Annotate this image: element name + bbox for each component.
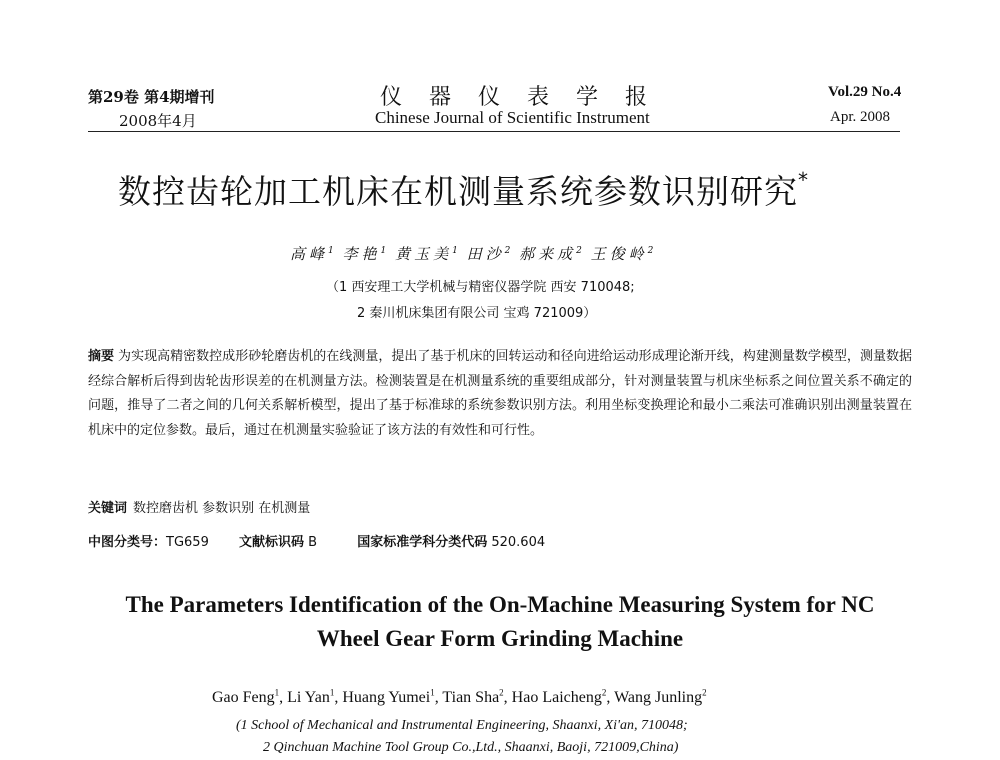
affiliation-cn-2: 2 秦川机床集团有限公司 宝鸡 721009） (357, 306, 597, 321)
author-cn: 王俊岭$^2$ (590, 245, 654, 263)
std-code-label: 国家标准学科分类代码 (357, 535, 488, 550)
keywords-text: 数控磨齿机 参数识别 在机测量 (133, 501, 311, 516)
volume-issue-en: Vol.29 No.4 (828, 84, 902, 100)
volume-issue-cn: 第29卷 第4期增刊 (88, 88, 215, 106)
author-en: Gao Feng$^1$, (212, 688, 288, 707)
keywords-label: 关键词 (88, 501, 128, 516)
paper-title-cn-text: 数控齿轮加工机床在机测量系统参数识别研究 (118, 172, 798, 211)
paper-title-cn (118, 166, 809, 213)
affiliation-en-2: 2 Qinchuan Machine Tool Group Co.,Ltd., Shaanxi, Baoji, 721009,China) (263, 740, 679, 755)
doc-code-value: B (308, 535, 318, 550)
author-cn: 郝来成$^2$ (519, 245, 582, 263)
abstract-label: 摘要 (88, 349, 115, 364)
author-en: Li Yan$^1$, (287, 688, 343, 707)
classification-line (88, 531, 545, 550)
author-cn: 黄玉美$^1$ (395, 245, 458, 263)
author-en: Hao Laicheng$^2$, (511, 688, 615, 707)
paper-title-en (60, 588, 940, 656)
keywords-cn (88, 497, 310, 516)
std-code-value: 520.604 (491, 535, 546, 550)
date-cn: 2008年4月 (119, 112, 197, 130)
author-list-en (212, 688, 707, 707)
doc-code-label: 文献标识码 (238, 535, 304, 550)
paper-title-en-line-2: Wheel Gear Form Grinding Machine (316, 626, 684, 651)
abstract-cn (88, 345, 912, 443)
journal-title-en: Chinese Journal of Scientific Instrument (375, 108, 650, 127)
author-en: Tian Sha$^2$, (442, 688, 512, 707)
author-cn: 田沙$^2$ (466, 245, 511, 263)
paper-title-en-line-1: The Parameters Identification of the On-Machine Measuring System for NC (125, 592, 875, 617)
author-cn: 李艳$^1$ (342, 245, 387, 263)
abstract-text: 为实现高精密数控成形砂轮磨齿机的在线测量，提出了基于机床的回转运动和径向进给运动形成理论渐开线，构建测量数学模型，测量数据经综合解析后得到齿轮齿形误差的在机测量方法。检测装置是在机测量系统的重要组成部分，针对测量装置与机床坐标系之间位置关系不确定的问题，推导了二者之间的几何关系解析模型，提出了基于标准球的系统参数识别方法。利用坐标变换理论和最小二乘法可准确识别出测量装置在机床中的定位参数。最后，通过在机测量实验验证了该方法的有效性和可行性。 (88, 349, 912, 438)
author-cn: 高峰$^1$ (290, 245, 334, 263)
clc-value: TG659 (166, 535, 209, 550)
author-list-cn (290, 243, 653, 264)
clc-label: 中图分类号： (88, 535, 167, 550)
affiliation-cn-1: （1 西安理工大学机械与精密仪器学院 西安 710048; (326, 280, 635, 295)
date-en: Apr. 2008 (830, 109, 890, 125)
author-en: Wang Junling$^2$ (614, 688, 707, 707)
header-rule (88, 131, 900, 132)
author-en: Huang Yumei$^1$, (342, 688, 443, 707)
title-footnote-mark: * (798, 168, 809, 192)
affiliation-en-1: (1 School of Mechanical and Instrumental Engineering, Shaanxi, Xi'an, 710048; (236, 718, 688, 733)
journal-title-cn: 仪器仪表学报 (380, 85, 675, 110)
